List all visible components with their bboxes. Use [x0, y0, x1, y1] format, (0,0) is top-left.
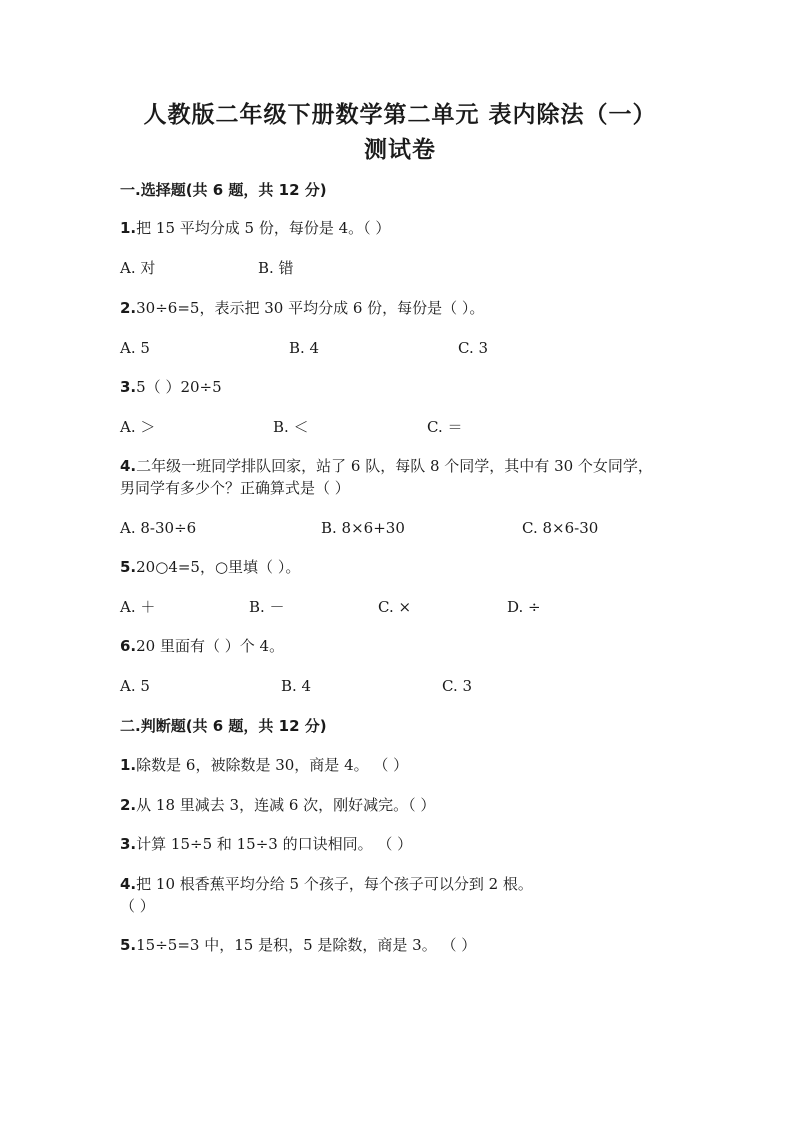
option-b: B. 4 [289, 339, 320, 357]
question-number: 2. [120, 299, 137, 317]
question-2 [120, 298, 484, 318]
question-text: 把 10 根香蕉平均分给 5 个孩子，每个孩子可以分到 2 根。 [136, 875, 533, 893]
question-text: 15÷5=3 中，15 是积，5 是除数，商是 3。 （ ） [136, 936, 477, 954]
question-number: 5. [120, 936, 137, 954]
option-b: B. ＜ [273, 418, 309, 436]
question-text: 二年级一班同学排队回家，站了 6 队，每队 8 个同学，其中有 30 个女同学， [136, 457, 653, 475]
question-text: 30÷6=5，表示把 30 平均分成 6 份，每份是（ ）。 [136, 299, 485, 317]
question-text: 计算 15÷5 和 15÷3 的口诀相同。 （ ） [136, 835, 413, 853]
question-5 [120, 557, 300, 577]
option-b: B. 4 [281, 677, 312, 695]
question-number: 6. [120, 637, 137, 655]
question-6 [120, 636, 284, 656]
option-b: B. － [249, 598, 285, 616]
question-text: 把 15 平均分成 5 份，每份是 4。（ ） [136, 219, 391, 237]
judgement-2 [120, 795, 435, 815]
option-a: A. 5 [120, 677, 150, 695]
question-4-continuation: 男同学有多少个？正确算式是（ ） [120, 479, 350, 497]
question-text: 5（ ）20÷5 [136, 378, 222, 396]
option-c: C. 8×6-30 [522, 519, 599, 537]
question-3 [120, 377, 222, 397]
judgement-4 [120, 874, 533, 894]
option-a: A. 5 [120, 339, 150, 357]
judgement-1 [120, 755, 408, 775]
option-a: A. ＞ [120, 418, 156, 436]
question-number: 1. [120, 756, 137, 774]
question-number: 4. [120, 457, 137, 475]
option-c: C. ＝ [427, 418, 463, 436]
judgement-5 [120, 935, 476, 955]
judgement-3 [120, 834, 412, 854]
section-heading-choice: 一.选择题(共 6 题，共 12 分) [120, 181, 327, 199]
page-title: 人教版二年级下册数学第二单元 表内除法（一） [143, 102, 657, 128]
question-text: 除数是 6，被除数是 30，商是 4。 （ ） [136, 756, 409, 774]
question-number: 2. [120, 796, 137, 814]
option-a: A. 8-30÷6 [120, 519, 197, 537]
question-number: 1. [120, 219, 137, 237]
option-c: C. × [378, 598, 412, 616]
question-number: 3. [120, 378, 137, 396]
option-c: C. 3 [442, 677, 473, 695]
option-d: D. ÷ [507, 598, 541, 616]
judgement-4-continuation: （ ） [120, 897, 155, 915]
question-text: 20 里面有（ ）个 4。 [136, 637, 285, 655]
question-number: 3. [120, 835, 137, 853]
option-b: B. 错 [258, 259, 294, 277]
question-number: 4. [120, 875, 137, 893]
question-1 [120, 218, 390, 238]
page-subtitle: 测试卷 [364, 137, 436, 163]
option-a: A. ＋ [120, 598, 156, 616]
option-a: A. 对 [120, 259, 156, 277]
option-c: C. 3 [458, 339, 489, 357]
question-4 [120, 456, 653, 476]
section-heading-judgement: 二.判断题(共 6 题，共 12 分) [120, 717, 327, 735]
question-text: 20○4=5，○里填（ ）。 [136, 558, 301, 576]
question-text: 从 18 里减去 3，连减 6 次，刚好减完。（ ） [136, 796, 436, 814]
option-b: B. 8×6+30 [321, 519, 405, 537]
question-number: 5. [120, 558, 137, 576]
